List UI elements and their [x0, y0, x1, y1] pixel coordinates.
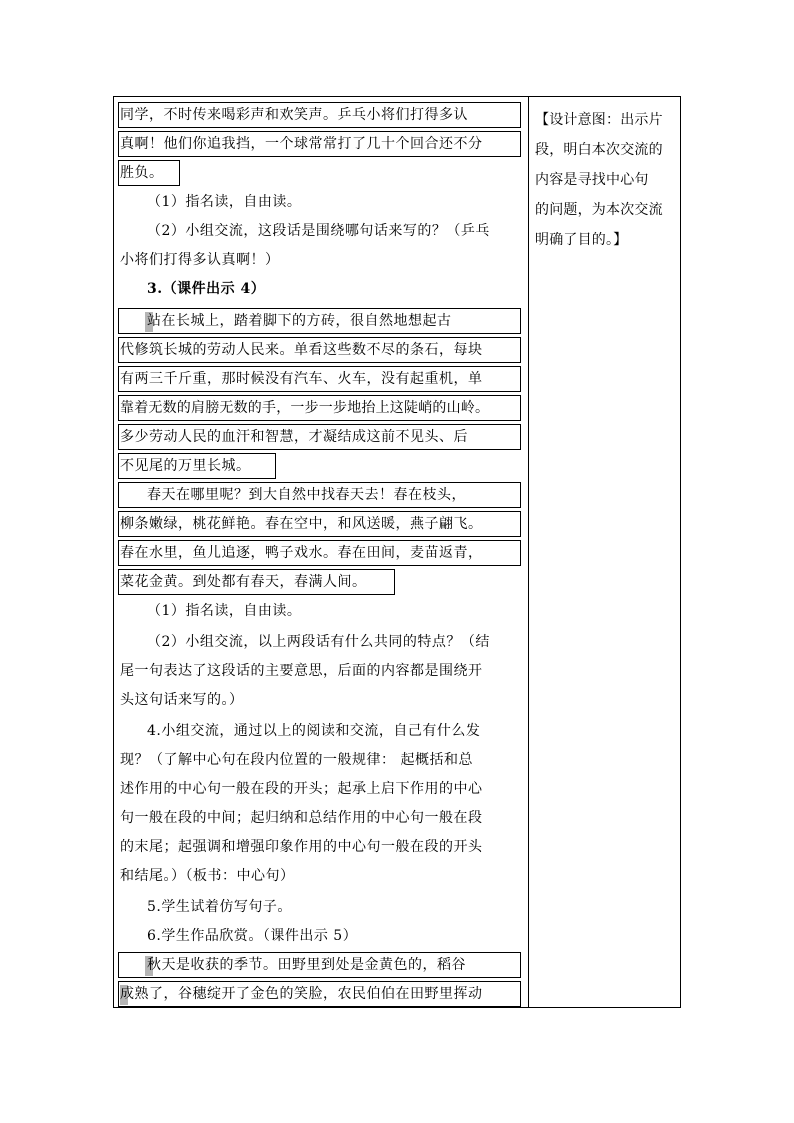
step-heading: 6.学生作品欣赏。（课件出示 5）	[147, 928, 358, 944]
body-line: 柳条嫩绿，桃花鲜艳。春在空中，和风送暖，燕子翩飞。	[120, 516, 483, 532]
body-line: 述作用的中心句一般在段的开头；起承上启下作用的中心	[120, 781, 483, 797]
body-line: （1）指名读，自由读。	[147, 194, 302, 210]
design-intent-line: 的问题，为本次交流	[535, 202, 663, 218]
body-line: （2）小组交流，以上两段话有什么共同的特点？（结	[147, 634, 490, 650]
body-line: （1）指名读，自由读。	[147, 603, 302, 619]
body-line: 4.小组交流，通过以上的阅读和交流，自己有什么发	[147, 723, 481, 739]
body-line: 5.学生试着仿写句子。	[147, 899, 292, 915]
body-line: 胜负。	[120, 165, 164, 181]
design-intent-note	[535, 105, 675, 255]
design-intent-line: 段，明白本次交流的	[535, 142, 663, 158]
step-heading: 3.（课件出示 4）	[147, 281, 266, 297]
body-line: 小将们打得多认真啊！）	[120, 252, 280, 268]
body-line: 头这句话来写的。）	[120, 692, 244, 708]
design-intent-line: 内容是寻找中心句	[535, 172, 649, 188]
body-line: 和结尾。）（板书：中心句）	[120, 868, 295, 884]
body-line: 真啊！他们你追我挡，一个球常常打了几十个回合还不分	[120, 136, 483, 152]
body-line: 多少劳动人民的血汗和智慧，才凝结成这前不见头、后	[120, 429, 468, 445]
body-line: 站在长城上，踏着脚下的方砖，很自然地想起古	[147, 313, 452, 329]
design-intent-line: 明确了目的。】	[535, 232, 628, 248]
body-line: 代修筑长城的劳动人民来。单看这些数不尽的条石，每块	[120, 342, 483, 358]
body-line: （2）小组交流，这段话是围绕哪句话来写的？（乒乓	[147, 223, 490, 239]
body-line: 成熟了，谷穗绽开了金色的笑脸，农民伯伯在田野里挥动	[120, 986, 483, 1002]
body-line: 的末尾；起强调和增强印象作用的中心句一般在段的开头	[120, 839, 483, 855]
body-line: 同学，不时传来喝彩声和欢笑声。乒乓小将们打得多认	[120, 107, 468, 123]
body-line: 春天在哪里呢？到大自然中找春天去！春在枝头，	[147, 487, 466, 503]
body-line: 现？（了解中心句在段内位置的一般规律： 起概括和总	[120, 752, 473, 768]
lesson-table	[113, 96, 681, 1008]
body-line: 尾一句表达了这段话的主要意思，后面的内容都是围绕开	[120, 663, 483, 679]
body-line: 菜花金黄。到处都有春天，春满人间。	[120, 574, 367, 590]
body-line: 秋天是收获的季节。田野里到处是金黄色的，稻谷	[147, 957, 466, 973]
body-line: 有两三千斤重，那时候没有汽车、火车，没有起重机，单	[120, 371, 483, 387]
body-line: 不见尾的万里长城。	[120, 458, 251, 474]
design-intent-line: 【设计意图：出示片	[535, 112, 663, 128]
body-line: 靠着无数的肩膀无数的手，一步一步地抬上这陡峭的山岭。	[120, 400, 490, 416]
body-line: 句一般在段的中间；起归纳和总结作用的中心句一般在段	[120, 810, 483, 826]
column-divider	[528, 97, 529, 1007]
body-line: 春在水里，鱼儿追逐，鸭子戏水。春在田间，麦苗返青，	[120, 545, 483, 561]
